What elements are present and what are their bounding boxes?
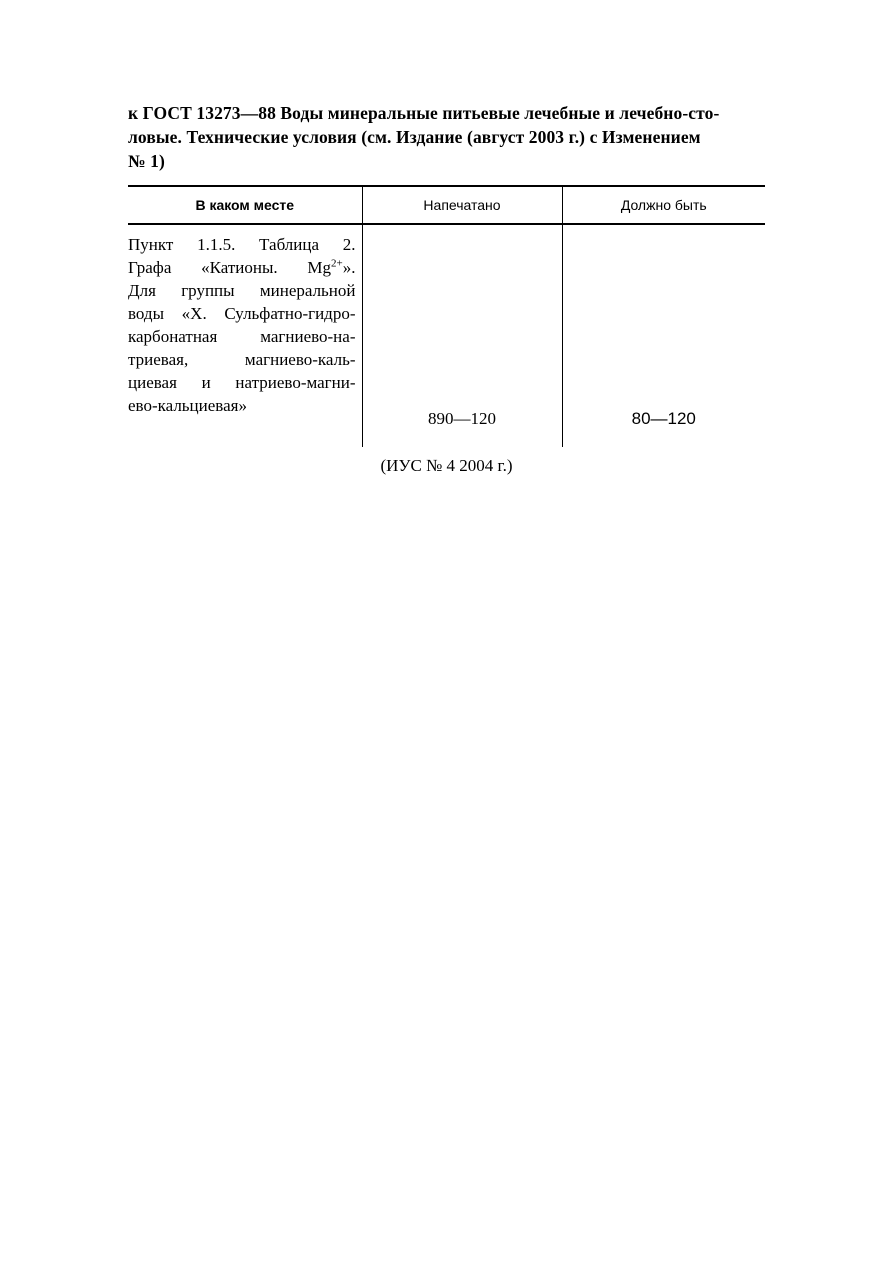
table-row	[128, 224, 765, 447]
heading-line-3: № 1)	[128, 151, 165, 171]
source-reference: (ИУС № 4 2004 г.)	[380, 456, 513, 475]
header-printed: Напечатано	[362, 186, 562, 224]
place-line: Для группы минеральной	[128, 281, 356, 300]
place-line: ево-кальциевая»	[128, 396, 247, 415]
table-header-row	[128, 186, 765, 224]
heading-line-1: к ГОСТ 13273—88 Воды минеральные питьевые лечебные и лечебно-сто-	[128, 103, 720, 123]
cell-place	[128, 224, 362, 447]
place-line-suffix: ».	[342, 258, 356, 277]
place-line: циевая и натриево-магни-	[128, 373, 356, 392]
cell-printed: 890—120	[362, 224, 562, 447]
heading-line-2: ловые. Технические условия (см. Издание (август 2003 г.) с Изменением	[128, 127, 701, 147]
corrections-table	[128, 185, 765, 447]
place-line: карбонатная магниево-на-	[128, 327, 356, 346]
place-line: триевая, магниево-каль-	[128, 350, 356, 369]
place-line	[128, 256, 356, 279]
place-line-text: Графа «Катионы. Mg	[128, 258, 332, 277]
place-line: воды «X. Сульфатно-гидро-	[128, 304, 356, 323]
ion-charge-superscript: 2+	[331, 257, 343, 270]
header-should-be: Должно быть	[562, 186, 765, 224]
amendment-heading	[128, 101, 765, 173]
place-line: Пункт 1.1.5. Таблица 2.	[128, 235, 356, 254]
header-place: В каком месте	[195, 197, 295, 213]
cell-should-be: 80—120	[562, 224, 765, 447]
